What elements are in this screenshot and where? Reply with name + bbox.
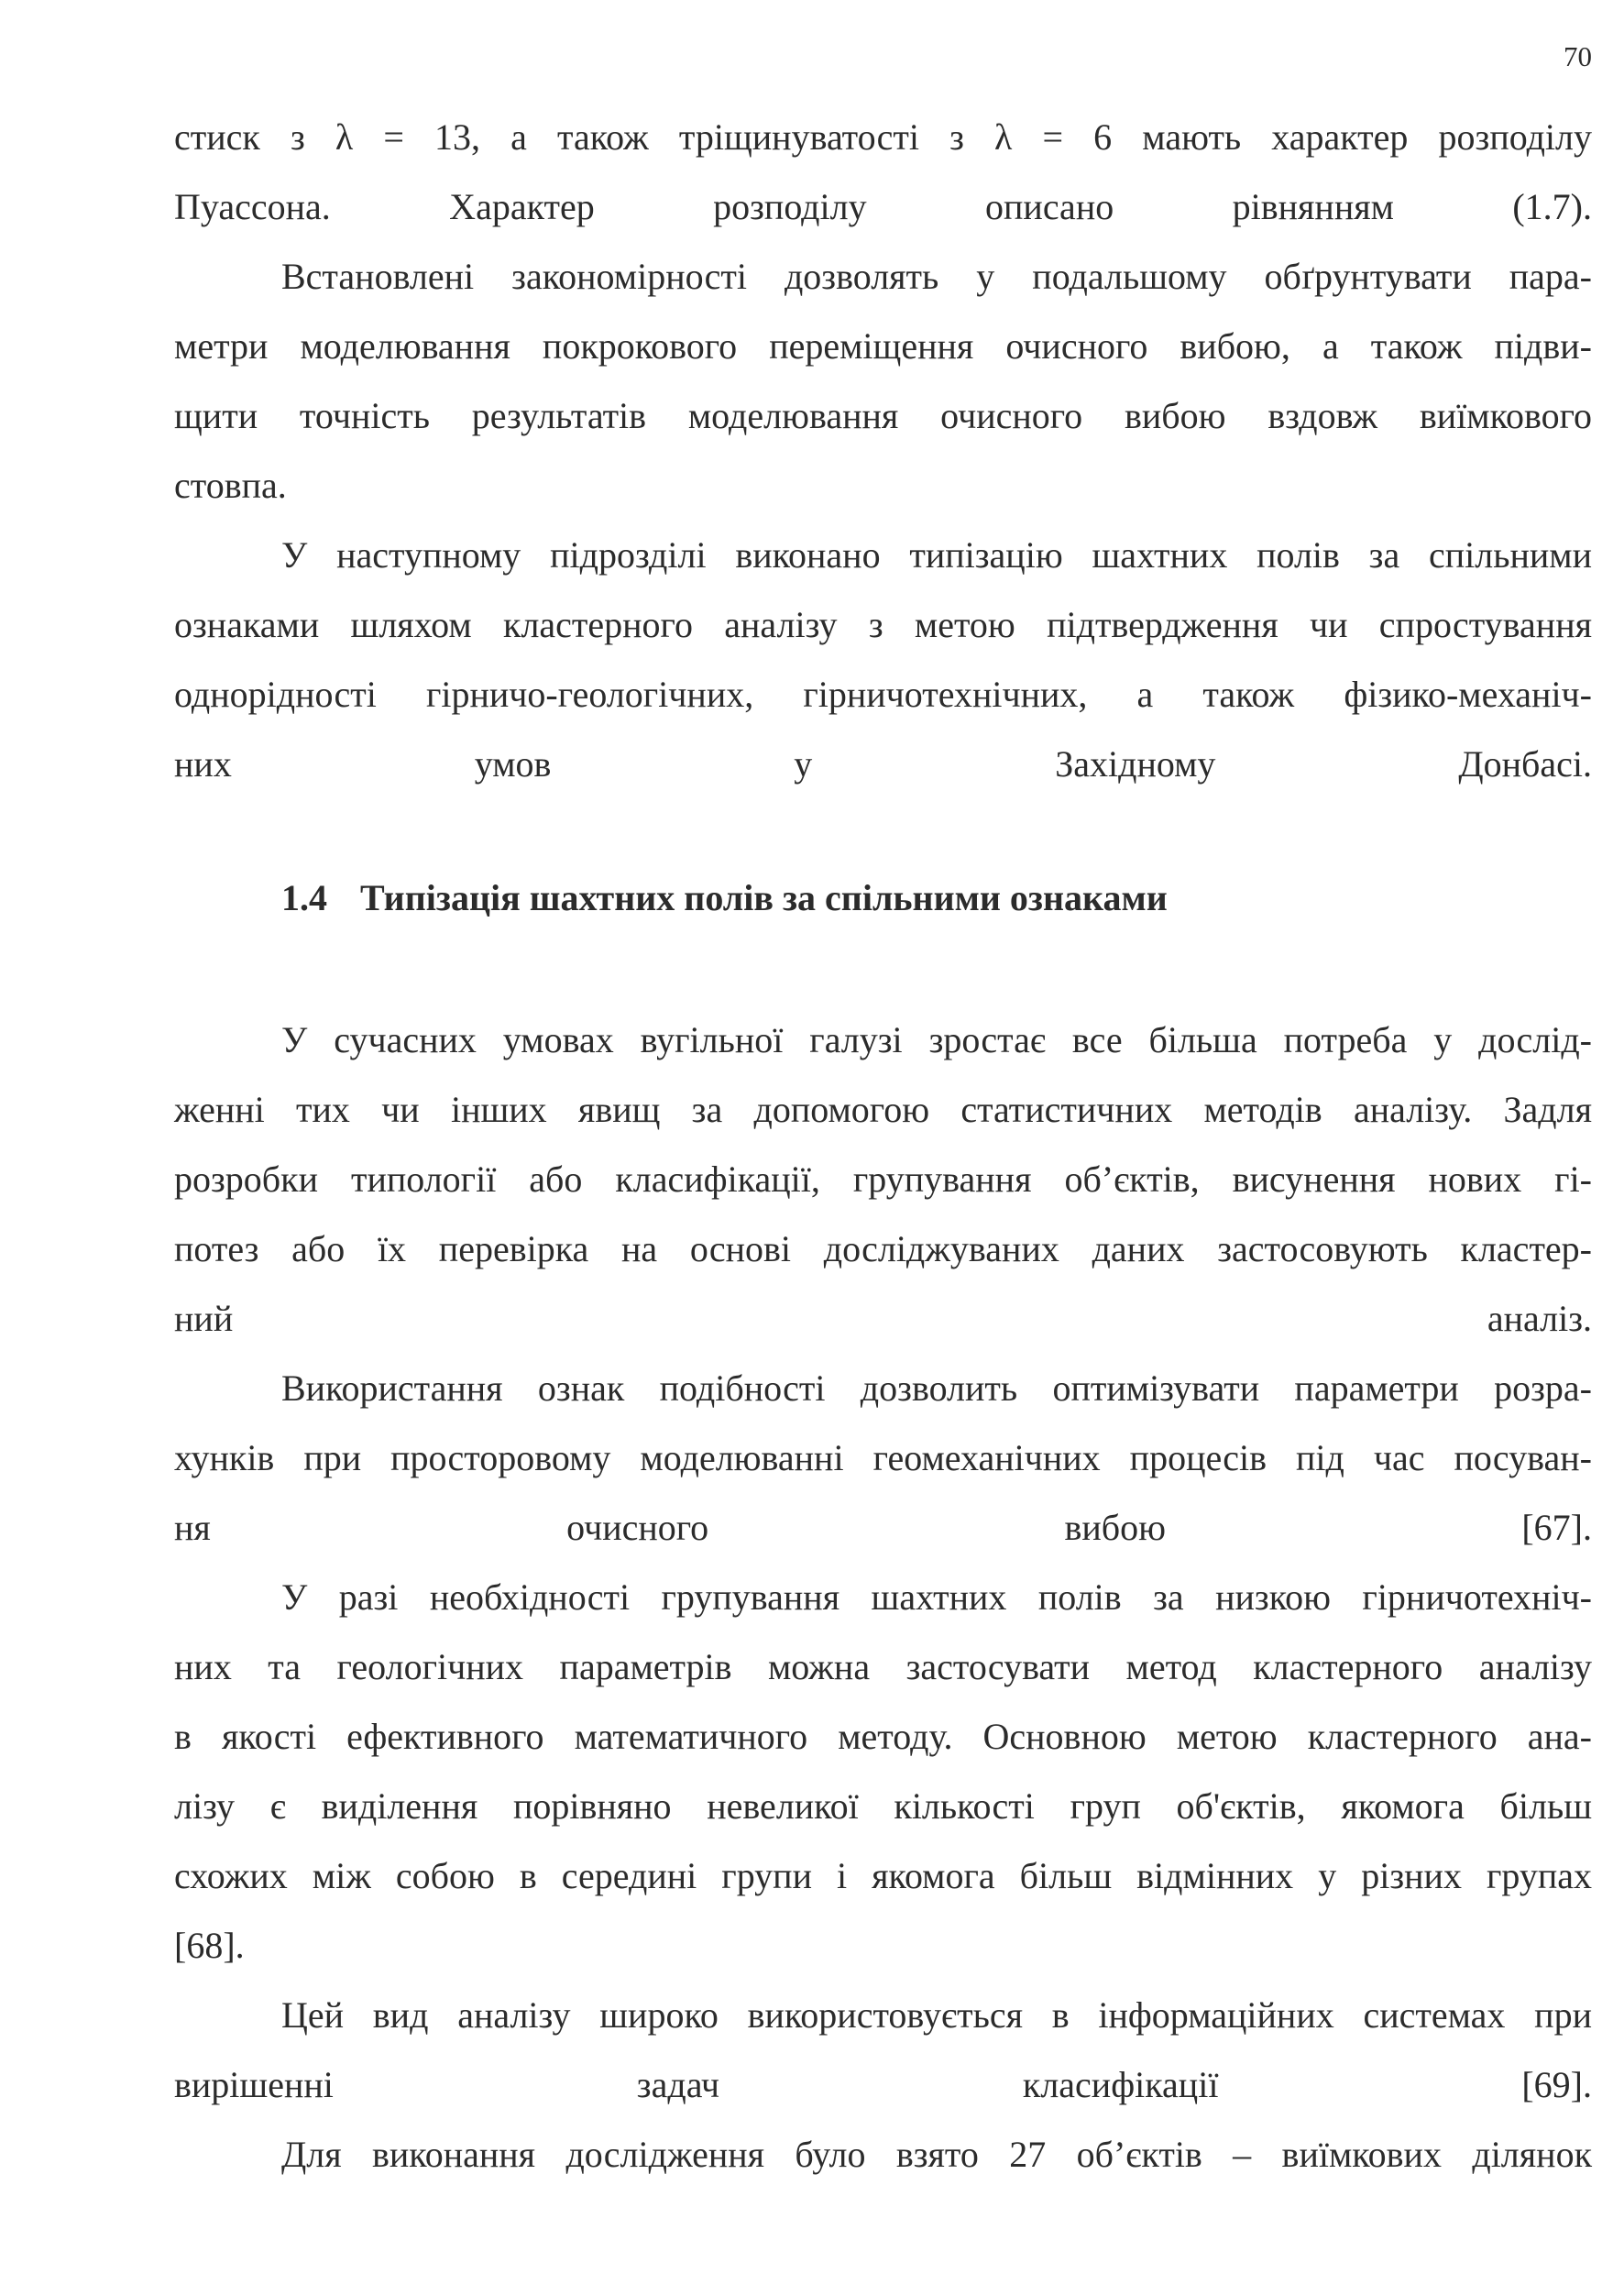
- text-line: женні тих чи інших явищ за допомогою статистичних методів аналізу. Задля: [174, 1089, 1592, 1130]
- text-line: Встановлені закономірності дозволять у подальшому обґрунтувати пара-: [281, 256, 1592, 297]
- text-line: однорідності гірничо-геологічних, гірничотехнічних, а також фізико-механіч-: [174, 674, 1592, 715]
- text-line: них умов у Західному Донбасі.: [174, 743, 1592, 785]
- section-title: Типізація шахтних полів за спільними ознаками: [360, 877, 1168, 918]
- paragraph-study-objects: [174, 2120, 1592, 2190]
- paragraph-modern-conditions: [174, 1005, 1592, 1354]
- paragraph-information-systems: [174, 1981, 1592, 2120]
- text-line: вирішенні задач класифікації [69].: [174, 2064, 1592, 2105]
- text-line: ознаками шляхом кластерного аналізу з метою підтвердження чи спростування: [174, 604, 1592, 645]
- paragraph-poisson-distribution: [174, 103, 1592, 242]
- paragraph-next-subsection: [174, 521, 1592, 799]
- text-line: в якості ефективного математичного методу. Основною метою кластерного ана-: [174, 1716, 1592, 1757]
- text-line: [68].: [174, 1925, 245, 1966]
- text-line: стиск з λ = 13, а також тріщинуватості з λ = 6 мають характер розподілу: [174, 116, 1592, 158]
- text-line: У наступному підрозділі виконано типізацію шахтних полів за спільними: [281, 534, 1592, 576]
- text-line: щити точність результатів моделювання очисного вибою вздовж виїмкового: [174, 395, 1592, 436]
- text-line: метри моделювання покрокового переміщення очисного вибою, а також підви-: [174, 325, 1592, 367]
- text-line: них та геологічних параметрів можна застосувати метод кластерного аналізу: [174, 1646, 1592, 1687]
- text-line: ня очисного вибою [67].: [174, 1507, 1592, 1548]
- text-line: Для виконання дослідження було взято 27 об’єктів – виїмкових ділянок: [281, 2134, 1592, 2175]
- text-line: схожих між собою в середині групи і якомога більш відмінних у різних групах: [174, 1855, 1592, 1896]
- text-line: лізу є виділення порівняно невеликої кількості груп об'єктів, якомога більш: [174, 1785, 1592, 1827]
- paragraph-similarity-features: [174, 1354, 1592, 1563]
- text-line: У сучасних умовах вугільної галузі зростає все більша потреба у дослід-: [281, 1019, 1592, 1060]
- section-number: 1.4: [281, 877, 327, 918]
- paragraph-established-patterns: [174, 242, 1592, 521]
- text-line: розробки типології або класифікації, групування об’єктів, висунення нових гі-: [174, 1158, 1592, 1200]
- text-line: хунків при просторовому моделюванні геомеханічних процесів під час посуван-: [174, 1437, 1592, 1478]
- section-heading: [281, 863, 1168, 933]
- text-line: У разі необхідності групування шахтних полів за низкою гірничотехніч-: [281, 1576, 1592, 1618]
- text-line: ний аналіз.: [174, 1298, 1592, 1339]
- page-number: 70: [1564, 40, 1592, 72]
- text-line: стовпа.: [174, 465, 287, 506]
- paragraph-grouping-mine-fields: [174, 1563, 1592, 1981]
- text-line: Цей вид аналізу широко використовується в інформаційних системах при: [281, 1994, 1592, 2036]
- text-line: Використання ознак подібності дозволить оптимізувати параметри розра-: [281, 1367, 1592, 1409]
- text-line: потез або їх перевірка на основі досліджуваних даних застосовують кластер-: [174, 1228, 1592, 1269]
- text-line: Пуассона. Характер розподілу описано рівнянням (1.7).: [174, 186, 1592, 227]
